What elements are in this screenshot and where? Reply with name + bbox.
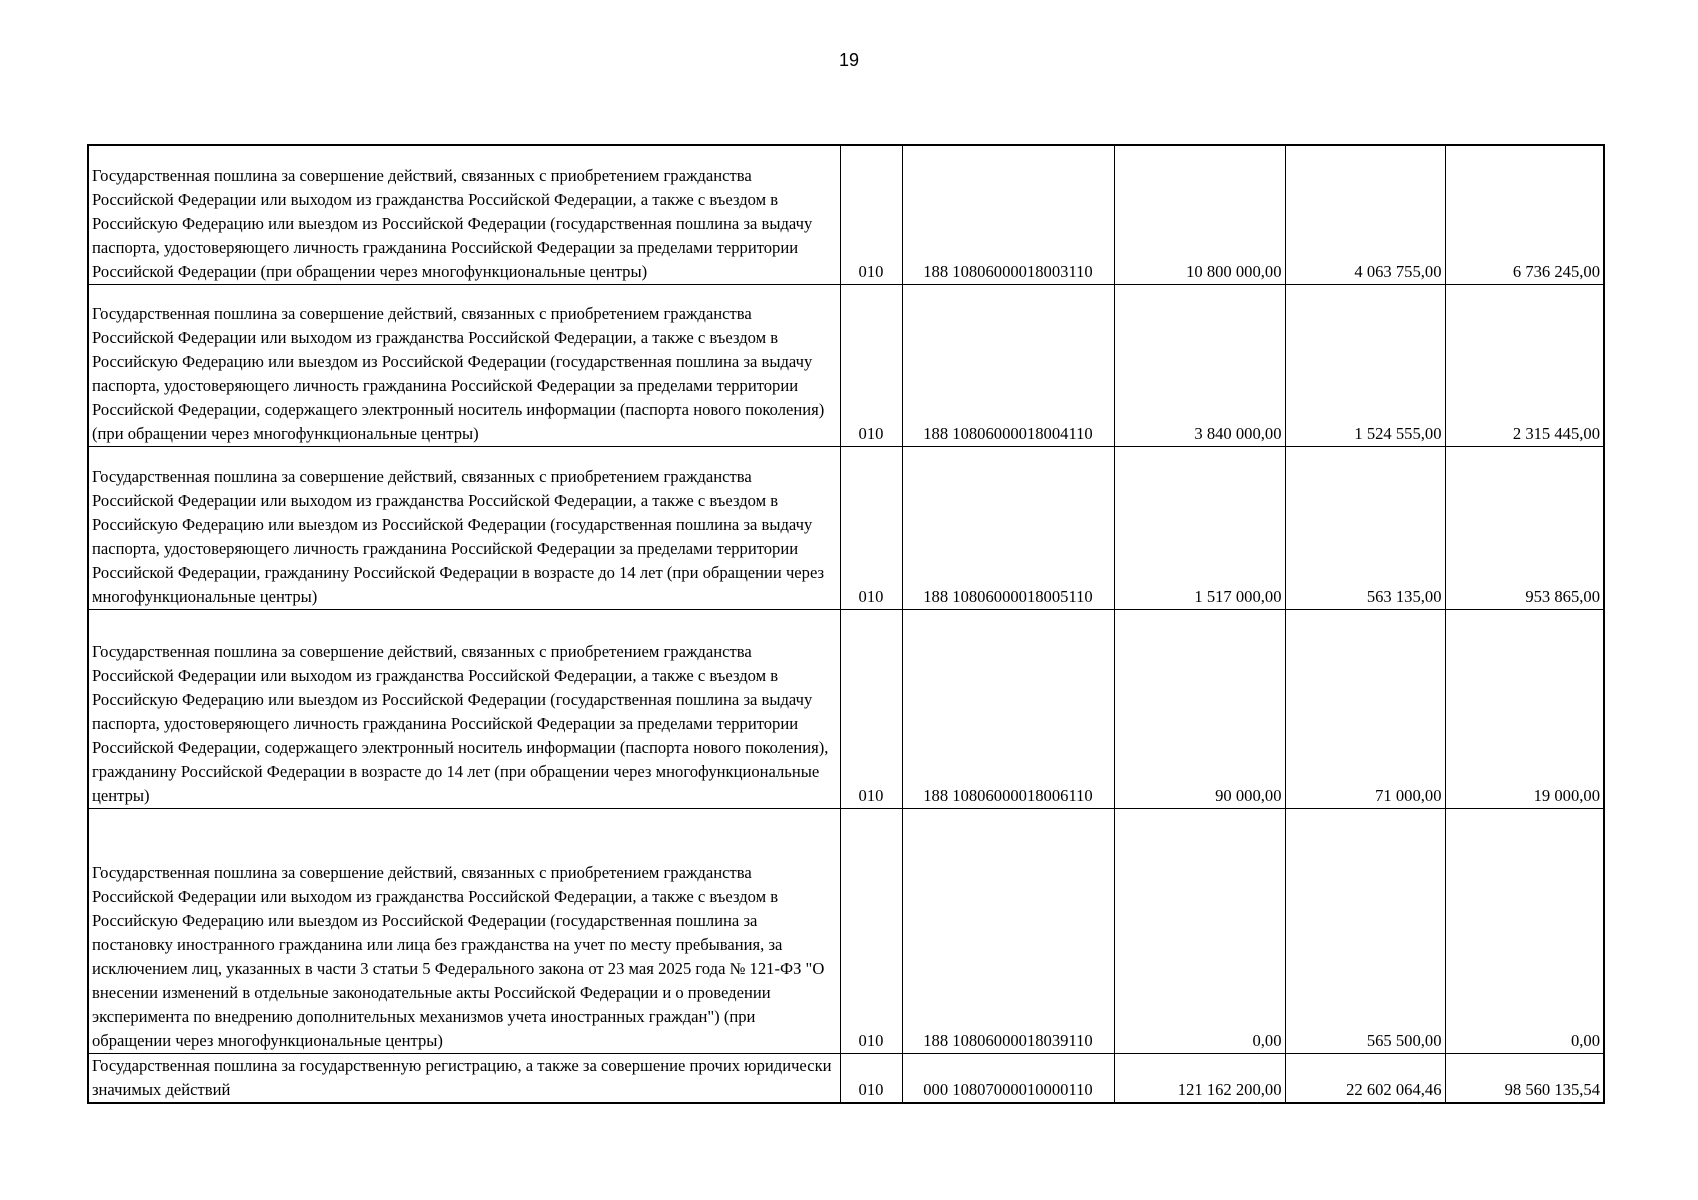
table-row [88,610,1604,809]
kbk-code-cell: 188 10806000018006110 [902,610,1114,809]
table-row [88,145,1604,285]
revenue-name-cell: Государственная пошлина за совершение действий, связанных с приобретением гражданства Российской Федерации или выходом из гражданства Российской Федерации, а также с въездом в Российскую Федерацию или выездом из Российской Федерации (государственная пошлина за выдачу паспорта, удостоверяющего личность гражданина Российской Федерации за пределами территории Российской Федерации (при обращении через многофункциональные центры) [88,145,840,285]
kbk-code-cell: 188 10806000018005110 [902,447,1114,610]
budget-revenue-table [87,144,1605,1104]
remaining-amount-cell: 19 000,00 [1445,610,1604,809]
executed-amount-cell: 563 135,00 [1285,447,1445,610]
executed-amount-cell: 565 500,00 [1285,809,1445,1054]
kbk-code-cell: 188 10806000018039110 [902,809,1114,1054]
executed-amount-cell: 22 602 064,46 [1285,1054,1445,1104]
table-row [88,809,1604,1054]
admin-code-cell: 010 [840,610,902,809]
page-number: 19 [838,50,860,70]
remaining-amount-cell: 6 736 245,00 [1445,145,1604,285]
table-row [88,447,1604,610]
plan-amount-cell: 121 162 200,00 [1114,1054,1285,1104]
plan-amount-cell: 0,00 [1114,809,1285,1054]
kbk-code-cell: 188 10806000018004110 [902,285,1114,447]
table-row [88,285,1604,447]
admin-code-cell: 010 [840,809,902,1054]
kbk-code-cell: 000 10807000010000110 [902,1054,1114,1104]
admin-code-cell: 010 [840,1054,902,1104]
executed-amount-cell: 1 524 555,00 [1285,285,1445,447]
remaining-amount-cell: 0,00 [1445,809,1604,1054]
revenue-name-cell: Государственная пошлина за совершение действий, связанных с приобретением гражданства Российской Федерации или выходом из гражданства Российской Федерации, а также с въездом в Российскую Федерацию или выездом из Российской Федерации (государственная пошлина за выдачу паспорта, удостоверяющего личность гражданина Российской Федерации за пределами территории Российской Федерации, содержащего электронный носитель информации (паспорта нового поколения) (при обращении через многофункциональные центры) [88,285,840,447]
admin-code-cell: 010 [840,447,902,610]
revenue-name-cell: Государственная пошлина за государственную регистрацию, а также за совершение прочих юридически значимых действий [88,1054,840,1104]
kbk-code-cell: 188 10806000018003110 [902,145,1114,285]
executed-amount-cell: 71 000,00 [1285,610,1445,809]
admin-code-cell: 010 [840,145,902,285]
revenue-name-cell: Государственная пошлина за совершение действий, связанных с приобретением гражданства Российской Федерации или выходом из гражданства Российской Федерации, а также с въездом в Российскую Федерацию или выездом из Российской Федерации (государственная пошлина за выдачу паспорта, удостоверяющего личность гражданина Российской Федерации за пределами территории Российской Федерации, содержащего электронный носитель информации (паспорта нового поколения), гражданину Российской Федерации в возрасте до 14 лет (при обращении через многофункциональные центры) [88,610,840,809]
table-row [88,1054,1604,1104]
plan-amount-cell: 3 840 000,00 [1114,285,1285,447]
revenue-name-cell: Государственная пошлина за совершение действий, связанных с приобретением гражданства Российской Федерации или выходом из гражданства Российской Федерации, а также с въездом в Российскую Федерацию или выездом из Российской Федерации (государственная пошлина за постановку иностранного гражданина или лица без гражданства на учет по месту пребывания, за исключением лиц, указанных в части 3 статьи 5 Федерального закона от 23 мая 2025 года № 121-ФЗ "О внесении изменений в отдельные законодательные акты Российской Федерации и о проведении эксперимента по внедрению дополнительных механизмов учета иностранных граждан") (при обращении через многофункциональные центры) [88,809,840,1054]
admin-code-cell: 010 [840,285,902,447]
plan-amount-cell: 10 800 000,00 [1114,145,1285,285]
remaining-amount-cell: 953 865,00 [1445,447,1604,610]
remaining-amount-cell: 98 560 135,54 [1445,1054,1604,1104]
remaining-amount-cell: 2 315 445,00 [1445,285,1604,447]
revenue-name-cell: Государственная пошлина за совершение действий, связанных с приобретением гражданства Российской Федерации или выходом из гражданства Российской Федерации, а также с въездом в Российскую Федерацию или выездом из Российской Федерации (государственная пошлина за выдачу паспорта, удостоверяющего личность гражданина Российской Федерации за пределами территории Российской Федерации, гражданину Российской Федерации в возрасте до 14 лет (при обращении через многофункциональные центры) [88,447,840,610]
executed-amount-cell: 4 063 755,00 [1285,145,1445,285]
plan-amount-cell: 1 517 000,00 [1114,447,1285,610]
plan-amount-cell: 90 000,00 [1114,610,1285,809]
